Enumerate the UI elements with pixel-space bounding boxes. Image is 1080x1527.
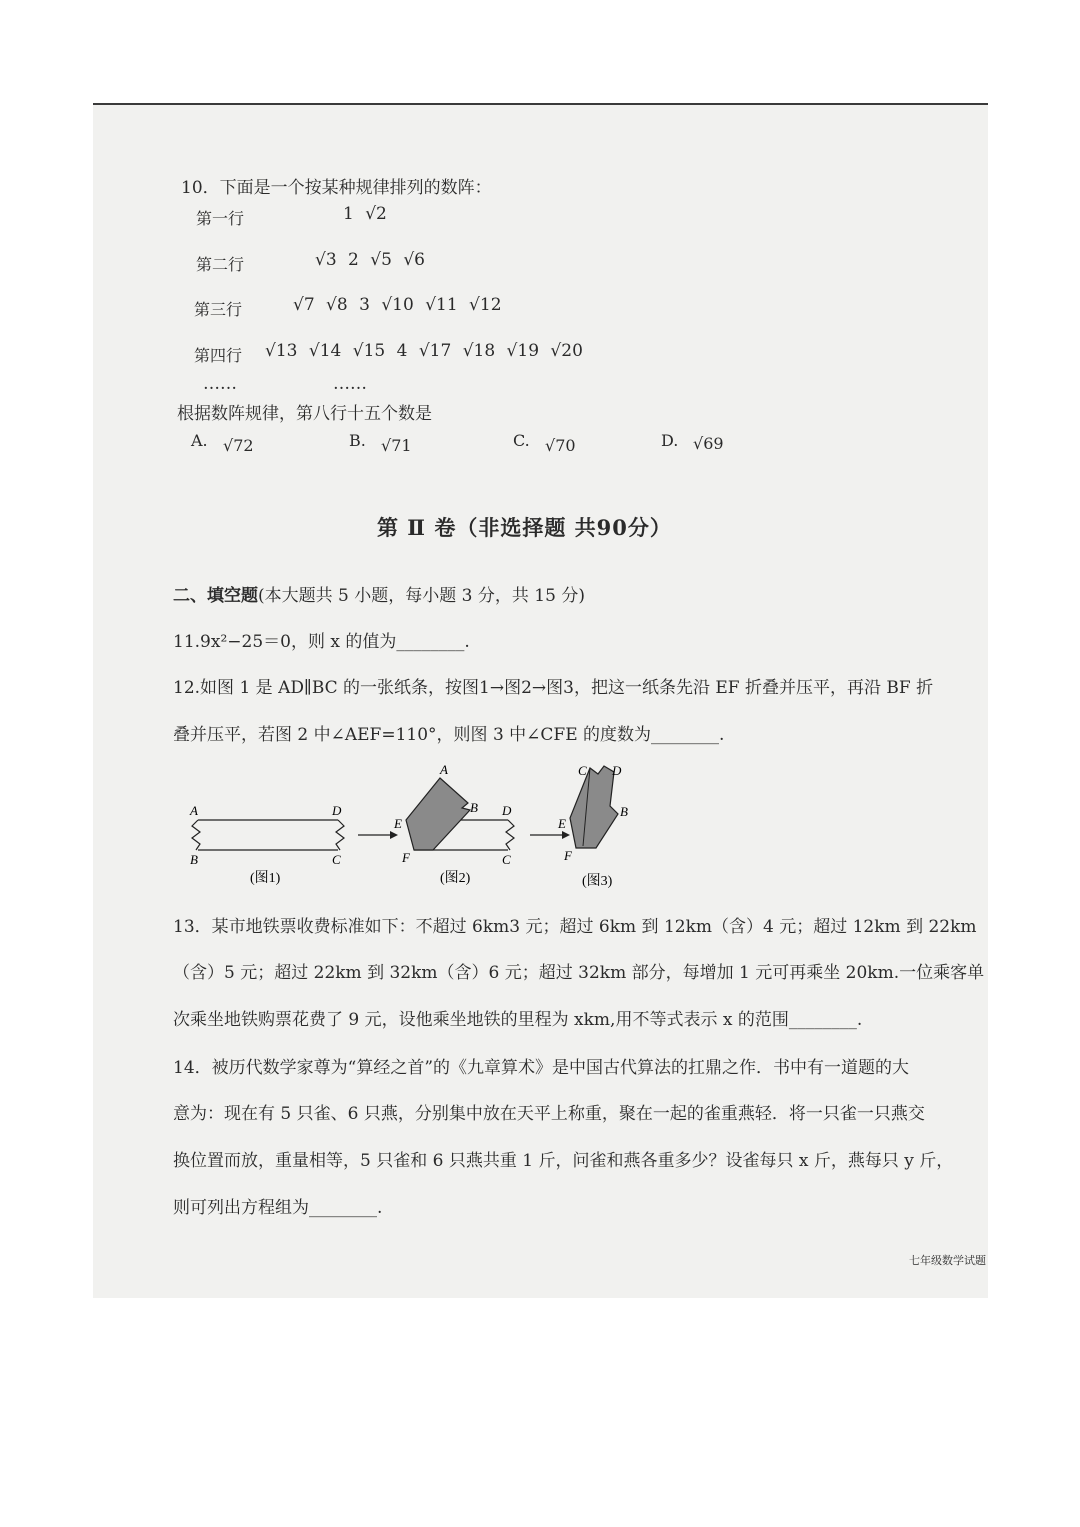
q14-line2: 意为：现在有 5 只雀、6 只燕，分别集中放在天平上称重，聚在一起的雀重燕轻．将一只雀一只燕交 xyxy=(173,1104,925,1124)
q13-line3: 次乘坐地铁购票花费了 9 元，设他乘坐地铁的里程为 xkm,用不等式表示 x 的范围________. xyxy=(173,1010,863,1030)
row-label-2: 第二行 xyxy=(196,255,245,274)
q10-stem: 10．下面是一个按某种规律排列的数阵： xyxy=(181,178,492,198)
fold-figure xyxy=(178,758,738,893)
fig3-label-d: D xyxy=(612,763,622,778)
row-nums-2: √3 2 √5 √6 xyxy=(315,250,425,270)
fig3-label-b: B xyxy=(620,804,628,819)
arrow-2 xyxy=(530,831,570,839)
row-nums-4: √13 √14 √15 4 √17 √18 √19 √20 xyxy=(265,341,583,361)
fig2-label-a: A xyxy=(440,762,448,777)
choice-d-letter: D. xyxy=(661,431,679,450)
q14-line1: 14．被历代数学家尊为“算经之首”的《九章算术》是中国古代算法的扛鼎之作．书中有一道题的大 xyxy=(173,1058,910,1078)
fig3-label-f: F xyxy=(564,848,572,863)
choice-b-value: √71 xyxy=(381,436,412,455)
choice-a-letter: A. xyxy=(191,431,208,450)
choice-c-letter: C. xyxy=(513,431,530,450)
exam-page xyxy=(93,103,988,1298)
fig2-label-f: F xyxy=(402,850,410,865)
fig3-label-e: E xyxy=(558,816,566,831)
q12-line1: 12.如图 1 是 AD∥BC 的一张纸条，按图1→图2→图3，把这一纸条先沿 EF 折叠并压平，再沿 BF 折 xyxy=(173,678,934,698)
dots-right: …… xyxy=(333,374,367,394)
fill-heading-bold: 二、填空题 xyxy=(173,586,258,606)
fig2-label-c: C xyxy=(502,852,511,867)
q14-line4: 则可列出方程组为________. xyxy=(173,1198,383,1218)
figure-2 xyxy=(393,762,514,886)
fig3-caption: (图3) xyxy=(582,874,613,889)
fig1-label-c: C xyxy=(332,852,341,867)
dots-left: …… xyxy=(203,374,237,394)
choice-a-value: √72 xyxy=(223,436,254,455)
choice-b-letter: B. xyxy=(349,431,366,450)
row-label-1: 第一行 xyxy=(196,209,245,228)
fill-heading-rest: (本大题共 5 小题，每小题 3 分，共 15 分) xyxy=(258,586,585,606)
fig2-caption: (图2) xyxy=(440,871,471,886)
row-label-3: 第三行 xyxy=(194,300,243,319)
section-title: 第 Ⅱ 卷（非选择题 共90分） xyxy=(377,515,672,540)
page-footer: 七年级数学试题 xyxy=(909,1254,986,1267)
figure-3 xyxy=(557,763,628,889)
fig1-label-a: A xyxy=(190,803,198,818)
fig2-label-b: B xyxy=(470,800,478,815)
q12-line2: 叠并压平，若图 2 中∠AEF=110°，则图 3 中∠CFE 的度数为________. xyxy=(173,725,725,745)
fill-heading xyxy=(173,581,585,606)
q10-question: 根据数阵规律，第八行十五个数是 xyxy=(177,404,432,424)
arrow-1 xyxy=(358,831,398,839)
fig1-label-d: D xyxy=(332,803,342,818)
fig1-caption: (图1) xyxy=(250,871,281,886)
row-nums-1: 1 √2 xyxy=(343,204,387,224)
fig1-label-b: B xyxy=(190,852,198,867)
fig2-label-e: E xyxy=(394,816,402,831)
figure-1 xyxy=(189,803,344,886)
fig2-label-d: D xyxy=(502,803,512,818)
choice-d-value: √69 xyxy=(693,434,724,453)
row-nums-3: √7 √8 3 √10 √11 √12 xyxy=(293,295,502,315)
q11: 11.9x²−25＝0，则 x 的值为________. xyxy=(173,632,470,652)
q13-line2: （含）5 元；超过 22km 到 32km（含）6 元；超过 32km 部分，每增加 1 元可再乘坐 20km.一位乘客单 xyxy=(173,963,985,983)
q14-line3: 换位置而放，重量相等，5 只雀和 6 只燕共重 1 斤，问雀和燕各重多少？设雀每只 x 斤，燕每只 y 斤， xyxy=(173,1151,954,1171)
row-label-4: 第四行 xyxy=(194,346,243,365)
fig3-label-c: C xyxy=(578,763,587,778)
q13-line1: 13．某市地铁票收费标准如下：不超过 6km3 元；超过 6km 到 12km（含）4 元；超过 12km 到 22km xyxy=(173,917,977,937)
choice-c-value: √70 xyxy=(545,436,576,455)
